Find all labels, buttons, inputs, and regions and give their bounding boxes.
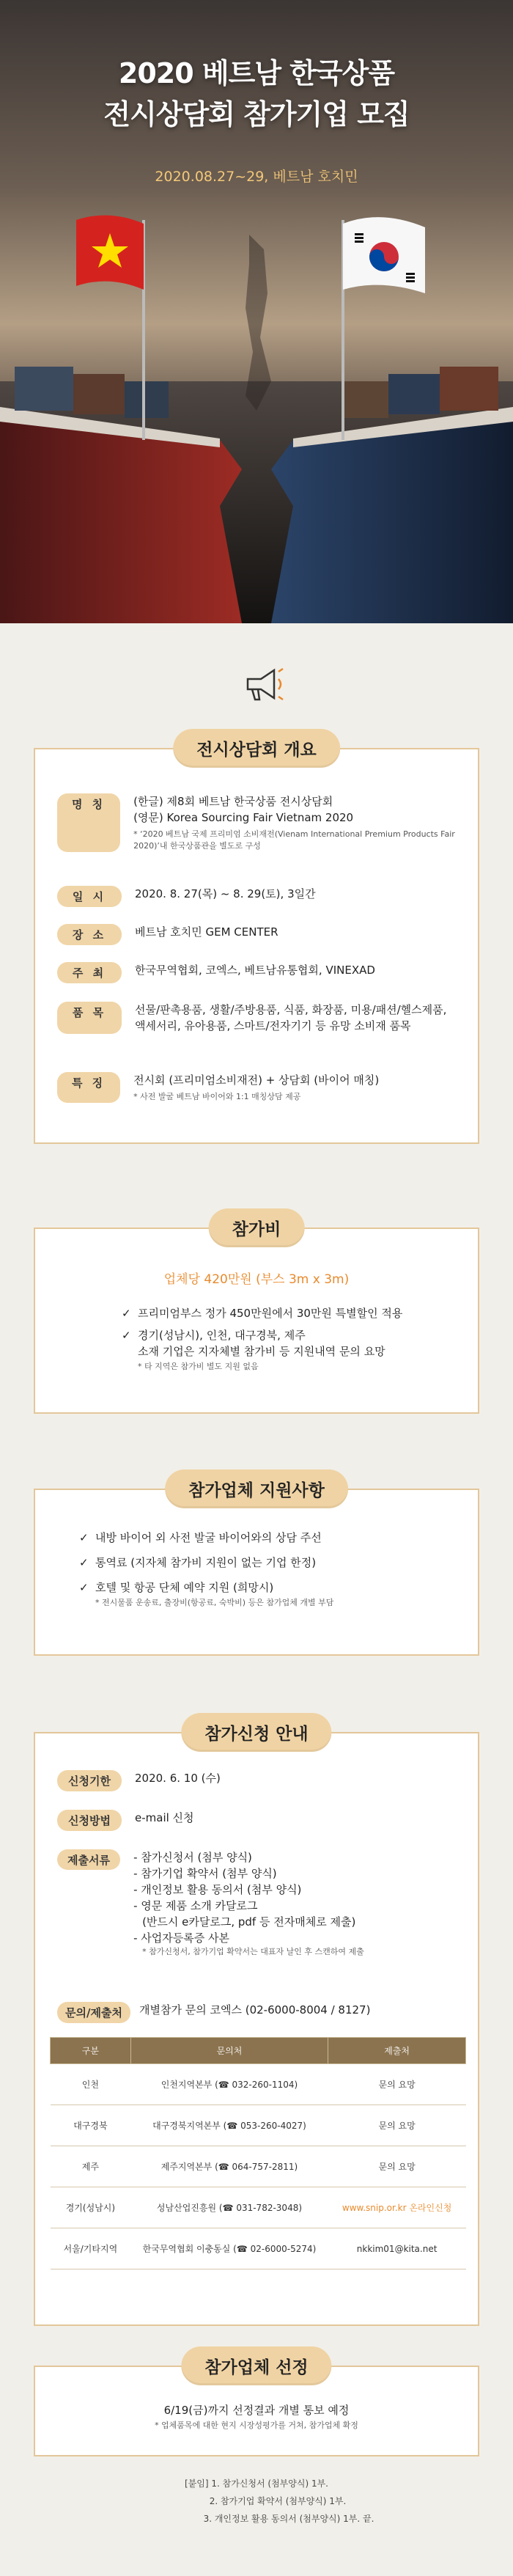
row-label: 문의/제출처 [57,2002,130,2023]
doc-item: - 사업자등록증 사본 [133,1931,229,1945]
row-label: 주 최 [57,962,122,983]
row-label: 신청방법 [57,1810,122,1831]
table-cell: 문의 요망 [328,2064,466,2105]
fee-note: * 타 지역은 참가비 별도 지원 없음 [138,1362,259,1371]
table-header: 구분 [51,2038,131,2064]
selection-heading: 참가업체 선정 [181,2346,331,2385]
check-icon: ✓ [79,1556,89,1569]
table-header: 제출처 [328,2038,466,2064]
table-row [51,2228,466,2269]
korea-flag-icon [343,217,425,293]
row-label: 명 칭 [57,793,120,852]
row-label: 장 소 [57,924,122,945]
row-note: * 사전 발굴 베트남 바이어와 1:1 매칭상담 제공 [133,1092,301,1101]
row-note: * ‘2020 베트남 국제 프리미엄 소비재전(Vienam International Premium Products Fair 2020)’내 한국상품관을 별도로 구성 [133,829,455,851]
apply-card [34,1725,479,2326]
table-cell: 경기(성남시) [51,2187,131,2228]
overview-row-name [57,793,463,852]
check-text: 호텔 및 항공 단체 예약 지원 (희망시) [95,1581,274,1594]
doc-item: (반드시 e카달로그, pdf 등 전자매체로 제출) [142,1915,356,1929]
fee-check-2 [122,1327,459,1343]
doc-item: - 참가신청서 (첨부 양식) [133,1851,252,1864]
hero-title-line1: 2020 베트남 한국상품 [118,57,395,89]
check-text: 경기(성남시), 인천, 대구경북, 제주 [138,1329,306,1342]
row-label: 제출서류 [57,1849,120,1870]
check-icon: ✓ [79,1581,89,1594]
support-check-3 [79,1579,460,1596]
table-cell: 한국무역협회 이충동실 (☎ 02-6000-5274) [130,2228,328,2269]
overview-row-feature [57,1072,463,1103]
snip-link[interactable]: www.snip.or.kr 온라인신청 [328,2187,466,2228]
support-check-1 [79,1530,460,1546]
docs-note: * 참가신청서, 참가기업 확약서는 대표자 날인 후 스캔하여 제출 [142,1947,364,1956]
check-icon: ✓ [122,1329,131,1342]
fee-card [34,1220,479,1414]
selection-note: * 업체품목에 대한 현지 시장성평가를 거쳐, 참가업체 확정 [155,2421,358,2430]
row-value-en: (영문) Korea Sourcing Fair Vietnam 2020 [133,811,354,824]
row-value: 선물/판촉용품, 생활/주방용품, 식품, 화장품, 미용/패션/헬스제품, 액세서리, 유아용품, 스마트/전자기기 등 유망 소비재 품목 [135,1003,447,1032]
selection-line: 6/19(금)까지 선정결과 개별 통보 예정 [163,2404,350,2417]
row-value: 2020. 8. 27(목) ~ 8. 29(토), 3일간 [135,887,316,900]
apply-heading: 참가신청 안내 [181,1713,331,1752]
doc-item: - 참가기업 확약서 (첨부 양식) [133,1867,277,1880]
table-cell: 인천지역본부 (☎ 032-260-1104) [130,2064,328,2105]
support-card [34,1481,479,1656]
contact-table [50,2037,466,2269]
overview-row-date [57,886,463,907]
attachment-item: 2. 참가기업 확약서 (첨부양식) 1부. [209,2496,347,2506]
fee-price: 업체당 420만원 (부스 3m x 3m) [163,1272,350,1287]
row-label: 일 시 [57,886,122,907]
table-header: 문의처 [130,2038,328,2064]
table-row [51,2064,466,2105]
overview-heading: 전시상담회 개요 [173,729,340,768]
fee-check-2-cont: 소재 기업은 지자체별 참가비 등 지원내역 문의 요망 [138,1345,385,1358]
overview-row-items [57,1002,463,1034]
row-label: 품 목 [57,1002,122,1034]
check-icon: ✓ [122,1307,131,1320]
table-header-row [51,2038,466,2064]
check-text: 프리미엄부스 정가 450만원에서 30만원 특별할인 적용 [138,1307,403,1320]
row-value: 한국무역협회, 코엑스, 베트남유통협회, VINEXAD [135,964,375,977]
table-cell: 문의 요망 [328,2146,466,2187]
row-value: e-mail 신청 [135,1811,194,1824]
row-value: 전시회 (프리미엄소비재전) + 상담회 (바이어 매칭) [133,1074,380,1087]
support-check-2 [79,1555,460,1571]
table-cell: 대구경북지역본부 (☎ 053-260-4027) [130,2105,328,2146]
table-row [51,2146,466,2187]
table-cell: 대구경북 [51,2105,131,2146]
overview-row-host [57,962,463,983]
check-text: 내방 바이어 외 사전 발굴 바이어와의 상담 주선 [95,1531,322,1544]
apply-deadline-row [57,1770,463,1791]
row-value: 베트남 호치민 GEM CENTER [135,925,278,939]
apply-contact-row [57,2002,463,2023]
email-link[interactable]: nkkim01@kita.net [328,2228,466,2269]
table-cell: 제주 [51,2146,131,2187]
apply-docs-row [57,1849,463,1958]
support-heading: 참가업체 지원사항 [165,1469,348,1508]
hero-title-line2: 전시상담회 참가기업 모집 [103,98,410,131]
fee-heading: 참가비 [209,1208,305,1247]
hero-banner [0,0,513,623]
hero-title [0,53,513,135]
table-row [51,2105,466,2146]
row-value: 2020. 6. 10 (수) [135,1772,221,1785]
attachment-item: [붙임] 1. 참가신청서 (첨부양식) 1부. [185,2478,328,2489]
doc-item: - 개인정보 활용 동의서 (첨부 양식) [133,1883,302,1896]
apply-method-row [57,1810,463,1831]
table-cell: 서울/기타지역 [51,2228,131,2269]
selection-card [34,2358,479,2456]
row-label: 특 징 [57,1072,120,1103]
fee-check-1 [122,1305,459,1321]
table-cell: 제주지역본부 (☎ 064-757-2811) [130,2146,328,2187]
table-row [51,2187,466,2228]
row-label: 신청기한 [57,1770,122,1791]
table-cell: 문의 요망 [328,2105,466,2146]
table-cell: 인천 [51,2064,131,2105]
check-icon: ✓ [79,1531,89,1544]
support-note: * 전시물품 운송료, 출장비(항공료, 숙박비) 등은 참가업체 개별 부담 [95,1598,334,1607]
row-value: 개별참가 문의 코엑스 (02-6000-8004 / 8127) [139,2003,371,2017]
attachment-item: 3. 개인정보 활용 동의서 (첨부양식) 1부. 끝. [203,2514,374,2524]
megaphone-icon [242,666,286,704]
overview-row-venue [57,924,463,945]
check-text: 통역료 (지자체 참가비 지원이 없는 기업 한정) [95,1556,317,1569]
attachments [0,2475,513,2528]
doc-item: - 영문 제품 소개 카달로그 [133,1899,258,1912]
overview-card [34,741,479,1144]
hero-subtitle: 2020.08.27~29, 베트남 호치민 [155,169,358,185]
table-cell: 성남산업진흥원 (☎ 031-782-3048) [130,2187,328,2228]
row-value: (한글) 제8회 베트남 한국상품 전시상담회 [133,795,333,808]
vietnam-flag-icon [76,216,144,290]
